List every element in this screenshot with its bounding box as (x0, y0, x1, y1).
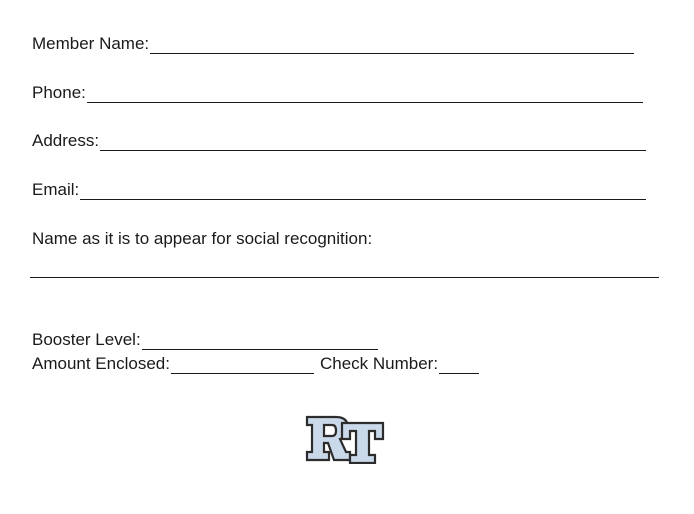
social-recognition-blank[interactable] (30, 277, 659, 278)
email-blank[interactable] (80, 182, 646, 200)
check-number-label: Check Number: (319, 354, 439, 373)
amount-enclosed-blank[interactable] (171, 356, 314, 374)
address-row (32, 131, 646, 151)
email-label: Email: (32, 180, 80, 199)
social-recognition-label: Name as it is to appear for social recognition: (32, 229, 373, 248)
email-row (32, 180, 646, 200)
rt-logo (304, 414, 386, 464)
social-recognition-row (32, 229, 372, 249)
address-blank[interactable] (100, 133, 646, 151)
member-name-row (32, 34, 634, 54)
amount-enclosed-label: Amount Enclosed: (32, 354, 170, 373)
rt-logo-letters (307, 417, 383, 463)
booster-level-blank[interactable] (142, 332, 378, 350)
address-label: Address: (32, 131, 100, 150)
phone-label: Phone: (32, 83, 86, 102)
phone-row (32, 83, 643, 103)
amount-row (32, 354, 479, 374)
member-name-label: Member Name: (32, 34, 150, 53)
check-number-blank[interactable] (439, 356, 479, 374)
booster-level-row (32, 330, 378, 350)
phone-blank[interactable] (87, 85, 643, 103)
member-name-blank[interactable] (150, 36, 634, 54)
booster-level-label: Booster Level: (32, 330, 141, 349)
